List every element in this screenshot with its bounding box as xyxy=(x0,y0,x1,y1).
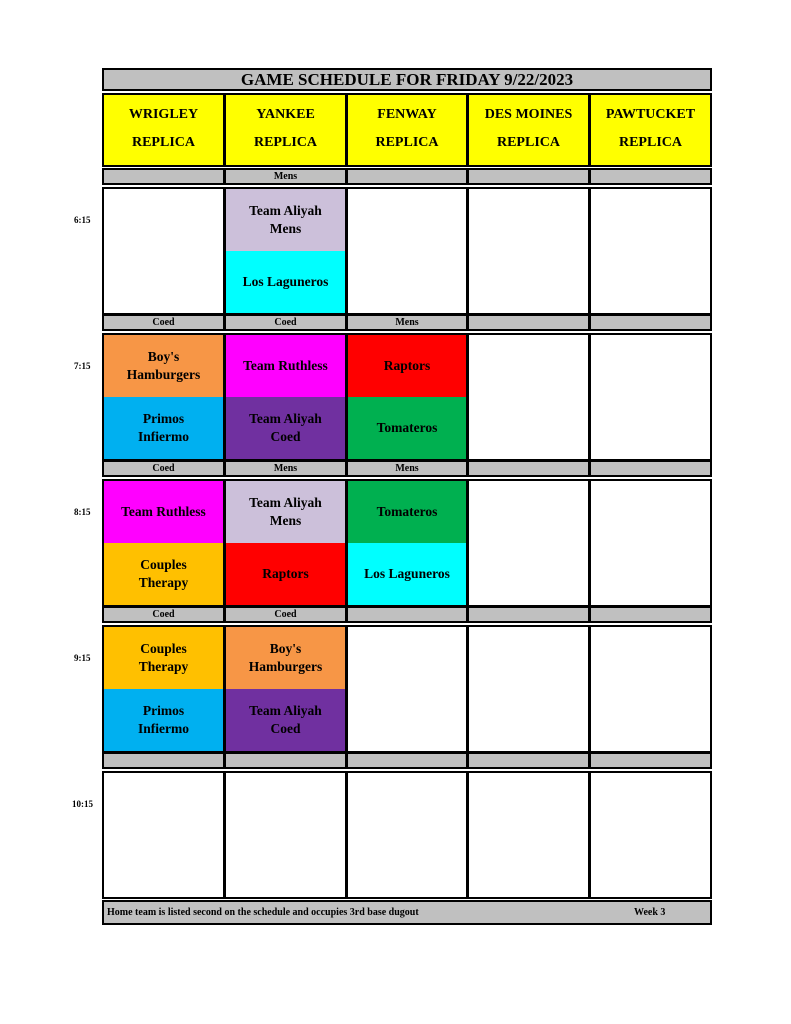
schedule-title: GAME SCHEDULE FOR FRIDAY 9/22/2023 xyxy=(102,68,712,91)
schedule-cell xyxy=(467,771,590,899)
division-label xyxy=(346,606,468,623)
division-label: Coed xyxy=(224,606,347,623)
home-team-block: Los Laguneros xyxy=(348,543,466,605)
away-team-block: Team Ruthless xyxy=(226,335,345,397)
schedule-cell xyxy=(589,625,712,753)
division-label xyxy=(589,314,712,331)
field-header-des-moines xyxy=(467,93,590,167)
division-label xyxy=(589,168,712,185)
field-type: REPLICA xyxy=(618,135,682,150)
division-label: Mens xyxy=(346,460,468,477)
division-label xyxy=(346,168,468,185)
division-label: Coed xyxy=(102,460,225,477)
schedule-sheet xyxy=(102,68,712,925)
division-label xyxy=(467,606,590,623)
field-header-fenway xyxy=(346,93,468,167)
schedule-cell xyxy=(589,333,712,461)
away-team-block: Tomateros xyxy=(348,481,466,543)
division-label xyxy=(346,752,468,769)
division-label: Mens xyxy=(224,168,347,185)
home-team-block: Los Laguneros xyxy=(226,251,345,313)
home-team-block: Primos Infiermo xyxy=(104,689,223,751)
division-label xyxy=(102,752,225,769)
schedule-cell xyxy=(346,771,468,899)
division-label xyxy=(102,168,225,185)
division-label: Coed xyxy=(224,314,347,331)
time-label: 6:15 xyxy=(74,215,91,225)
division-label xyxy=(467,752,590,769)
field-type: REPLICA xyxy=(131,135,195,150)
away-team-block: Raptors xyxy=(348,335,466,397)
schedule-cell xyxy=(346,625,468,753)
schedule-cell xyxy=(102,771,225,899)
schedule-cell xyxy=(346,187,468,315)
schedule-cell xyxy=(102,187,225,315)
division-label xyxy=(589,606,712,623)
home-team-block: Team Aliyah Coed xyxy=(226,689,345,751)
field-name: PAWTUCKET xyxy=(605,107,696,122)
division-label: Coed xyxy=(102,314,225,331)
division-label xyxy=(467,460,590,477)
schedule-cell xyxy=(467,333,590,461)
schedule-footer xyxy=(102,900,712,925)
schedule-cell xyxy=(589,771,712,899)
schedule-cell xyxy=(467,625,590,753)
home-team-block: Tomateros xyxy=(348,397,466,459)
schedule-cell xyxy=(467,479,590,607)
field-name: YANKEE xyxy=(256,107,315,122)
away-team-block: Team Aliyah Mens xyxy=(226,481,345,543)
time-label: 9:15 xyxy=(74,653,91,663)
division-label: Coed xyxy=(102,606,225,623)
home-team-block: Raptors xyxy=(226,543,345,605)
field-type: REPLICA xyxy=(496,135,560,150)
schedule-cell xyxy=(467,187,590,315)
field-type: REPLICA xyxy=(253,135,317,150)
home-team-note: Home team is listed second on the schedule and occupies 3rd base dugout xyxy=(107,907,419,918)
home-team-block: Team Aliyah Coed xyxy=(226,397,345,459)
division-label xyxy=(589,460,712,477)
schedule-cell xyxy=(224,771,347,899)
field-name: DES MOINES xyxy=(484,107,573,122)
division-label xyxy=(224,752,347,769)
week-label: Week 3 xyxy=(634,907,666,918)
time-label: 10:15 xyxy=(72,799,93,809)
schedule-cell xyxy=(589,479,712,607)
field-name: FENWAY xyxy=(377,107,437,122)
division-label: Mens xyxy=(346,314,468,331)
field-name: WRIGLEY xyxy=(128,107,199,122)
away-team-block: Team Aliyah Mens xyxy=(226,189,345,251)
home-team-block: Primos Infiermo xyxy=(104,397,223,459)
division-label xyxy=(467,168,590,185)
time-label: 7:15 xyxy=(74,361,91,371)
division-label xyxy=(467,314,590,331)
field-header-pawtucket xyxy=(589,93,712,167)
field-type: REPLICA xyxy=(375,135,439,150)
division-label xyxy=(589,752,712,769)
schedule-cell xyxy=(589,187,712,315)
away-team-block: Couples Therapy xyxy=(104,627,223,689)
away-team-block: Team Ruthless xyxy=(104,481,223,543)
away-team-block: Boy's Hamburgers xyxy=(104,335,223,397)
field-header-yankee xyxy=(224,93,347,167)
time-label: 8:15 xyxy=(74,507,91,517)
division-label: Mens xyxy=(224,460,347,477)
field-header-wrigley xyxy=(102,93,225,167)
home-team-block: Couples Therapy xyxy=(104,543,223,605)
away-team-block: Boy's Hamburgers xyxy=(226,627,345,689)
